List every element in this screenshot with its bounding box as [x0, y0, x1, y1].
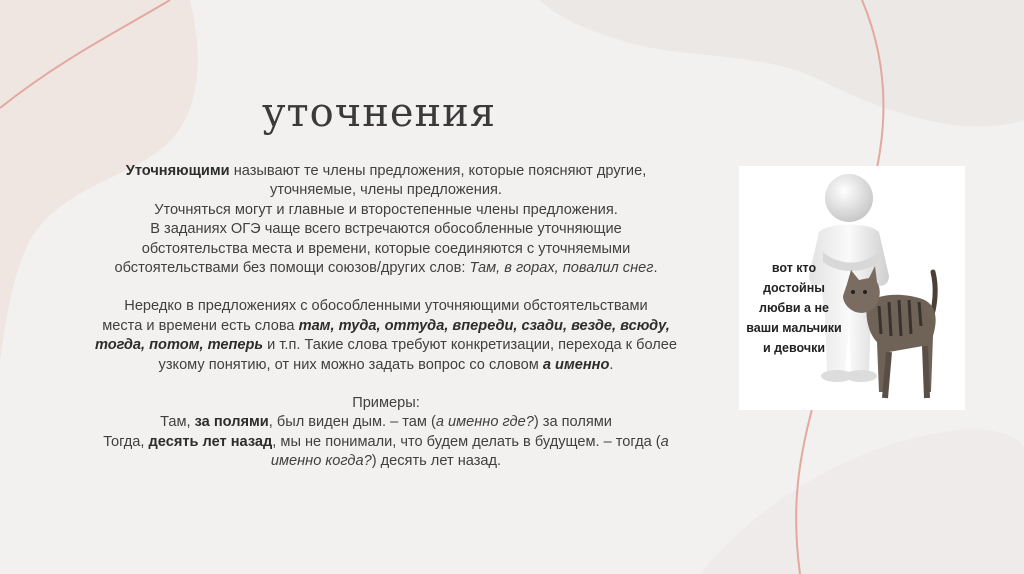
text-span: узкому понятию, от них можно задать вопрос со словом [158, 356, 543, 373]
example-line [62, 413, 710, 432]
caption-line: достойны [763, 281, 825, 295]
examples-heading: Примеры: [352, 395, 420, 412]
text-line [62, 259, 710, 278]
question-italic: а [660, 433, 669, 450]
text-span: Там, [160, 414, 195, 431]
text-span: места и времени есть слова [102, 317, 299, 334]
example-line [62, 452, 710, 471]
example-bold: десять лет назад [148, 433, 273, 450]
example-line [62, 433, 710, 452]
content-text [62, 162, 710, 472]
text-line: Уточняться могут и главные и второстепенные члены предложения. [154, 201, 618, 218]
example-bold: за полями [194, 414, 269, 431]
text-line: обстоятельства места и времени, которые соединяются с уточняемыми [141, 240, 631, 257]
illustration-caption [739, 258, 849, 358]
text-span: обстоятельствами без помощи союзов/других слов: [114, 260, 470, 277]
term-bold: Уточняющими [125, 163, 230, 179]
text-span: . [609, 356, 614, 373]
background-blob-bottom-right [700, 429, 1024, 574]
text-span: ) за полями [533, 414, 612, 431]
example-italic: Там, в горах, повалил снег [469, 260, 654, 277]
caption-line: и девочки [762, 341, 826, 355]
text-line [62, 317, 710, 336]
keywords-bold-italic: тогда, потом, теперь [94, 337, 264, 354]
figure-head [825, 174, 873, 222]
text-span: , мы не понимали, что будем делать в будущем. – тогда ( [272, 433, 661, 450]
illustration-card [739, 166, 965, 410]
question-italic: а именно где? [435, 414, 534, 431]
keywords-bold-italic: там, туда, оттуда, впереди, сзади, везде, всюду, [298, 317, 670, 334]
text-line: уточняемые, члены предложения. [270, 182, 502, 199]
page-title: уточнения [262, 90, 497, 136]
text-line [62, 336, 710, 355]
text-span: , был виден дым. – там ( [268, 414, 436, 431]
text-line: В заданиях ОГЭ чаще всего встречаются обособленные уточняющие [150, 221, 622, 238]
background-blob-top-right [540, 0, 1024, 126]
question-italic: именно когда? [270, 453, 372, 470]
text-span: . [653, 260, 658, 277]
text-span: и т.п. Такие слова требуют конкретизации, перехода к более [263, 337, 678, 354]
keyword-bold-italic: а именно [542, 356, 610, 373]
caption-line: вот кто [771, 261, 817, 275]
text-line [62, 356, 710, 375]
caption-line: любви а не [759, 301, 829, 315]
text-span: ) десять лет назад. [371, 453, 502, 470]
text-line: Нередко в предложениях с обособленными уточняющими обстоятельствами [124, 298, 648, 315]
text-line [62, 162, 710, 181]
caption-line: ваши мальчики [746, 321, 842, 335]
text-span: Тогда, [103, 433, 149, 450]
text-span: называют те члены предложения, которые поясняют другие, [229, 163, 647, 179]
